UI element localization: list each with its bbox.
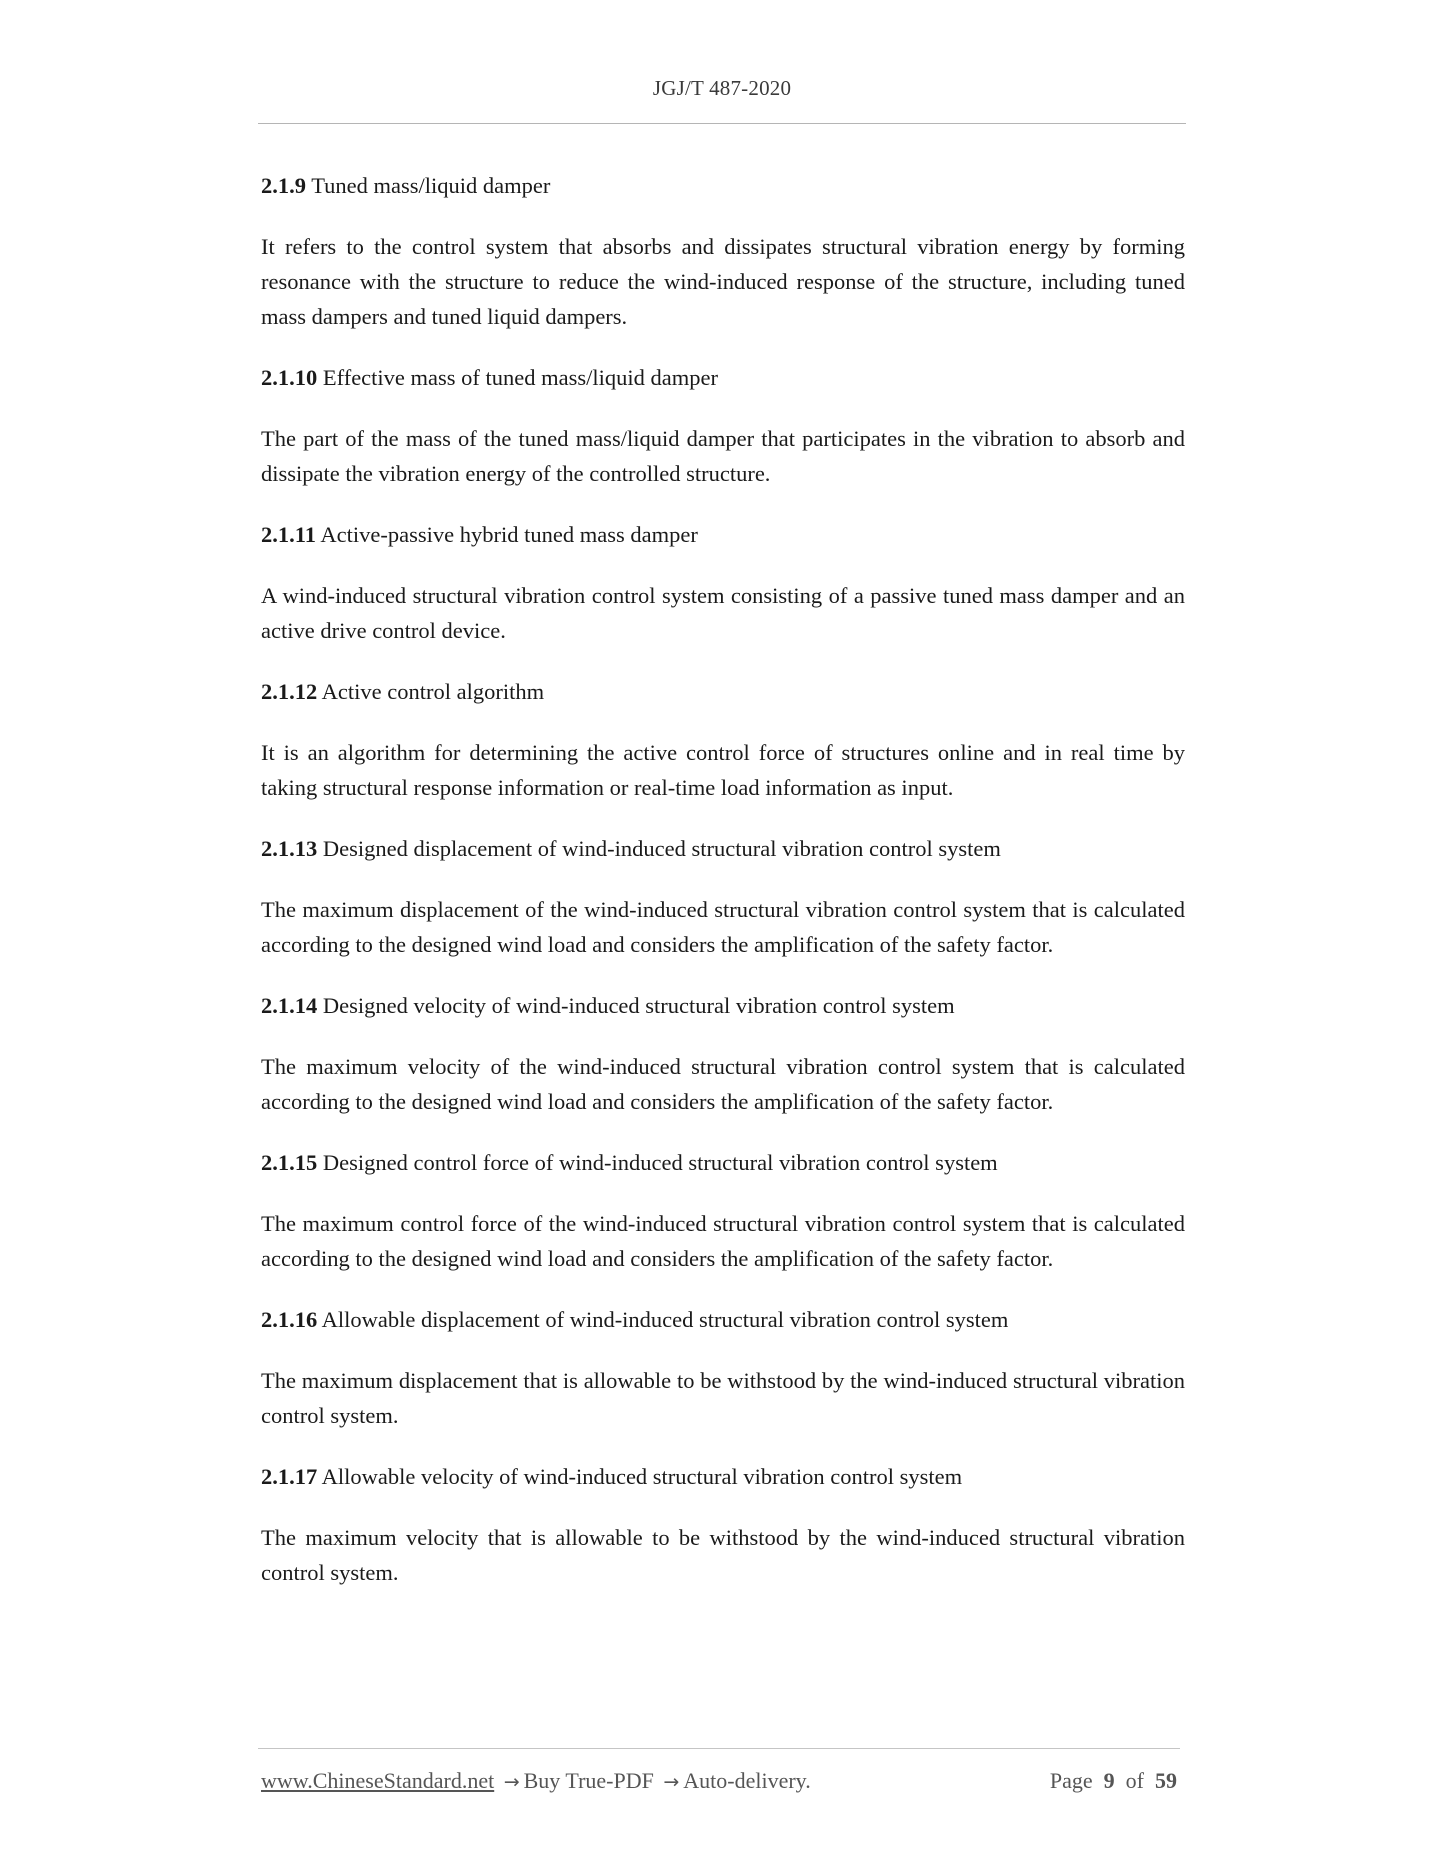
term-title: Designed displacement of wind-induced structural vibration control system [322,836,1001,861]
term-heading-2-1-10 [261,360,1185,395]
term-definition-2-1-13: The maximum displacement of the wind-induced structural vibration control system that is calculated according to the designed wind load and considers the amplification of the safety factor. [261,897,1185,957]
term-number: 2.1.11 [261,522,317,547]
term-title: Allowable displacement of wind-induced structural vibration control system [321,1307,1009,1332]
term-heading-2-1-12 [261,674,1185,709]
term-definition-2-1-11: A wind-induced structural vibration control system consisting of a passive tuned mass damper and an active drive control device. [261,583,1185,643]
header-divider [258,123,1186,124]
term-heading-2-1-15 [261,1145,1185,1180]
term-number: 2.1.15 [261,1150,318,1175]
current-page: 9 [1103,1768,1115,1793]
arrow-right-icon: → [663,1771,680,1793]
term-definition-2-1-17: The maximum velocity that is allowable to be withstood by the wind-induced structural vibration control system. [261,1525,1185,1585]
term-definition-2-1-15: The maximum control force of the wind-induced structural vibration control system that is calculated according to the designed wind load and considers the amplification of the safety factor. [261,1211,1185,1271]
page-indicator [1050,1768,1177,1794]
document-body [261,168,1185,1616]
of-label: of [1125,1768,1144,1793]
term-title: Active-passive hybrid tuned mass damper [320,522,698,547]
term-definition-2-1-14: The maximum velocity of the wind-induced structural vibration control system that is calculated according to the designed wind load and considers the amplification of the safety factor. [261,1054,1185,1114]
term-number: 2.1.13 [261,836,318,861]
total-pages: 59 [1155,1768,1177,1793]
term-number: 2.1.17 [261,1464,318,1489]
term-title: Tuned mass/liquid damper [311,173,551,198]
term-heading-2-1-9 [261,168,1185,203]
term-definition-2-1-12: It is an algorithm for determining the active control force of structures online and in real time by taking structural response information or real-time load information as input. [261,740,1185,800]
term-definition-2-1-16: The maximum displacement that is allowable to be withstood by the wind-induced structural vibration control system. [261,1368,1185,1428]
footer-divider [258,1748,1180,1749]
term-definition-2-1-9: It refers to the control system that absorbs and dissipates structural vibration energy by forming resonance with the structure to reduce the wind-induced response of the structure, including tuned mass dampers and tuned liquid dampers. [261,234,1185,329]
term-title: Designed velocity of wind-induced structural vibration control system [322,993,955,1018]
term-title: Designed control force of wind-induced structural vibration control system [322,1150,998,1175]
term-title: Active control algorithm [321,679,545,704]
term-number: 2.1.9 [261,173,306,198]
site-link[interactable]: www.ChineseStandard.net [261,1768,495,1793]
page-header: JGJ/T 487-2020 [652,76,792,100]
term-heading-2-1-17 [261,1459,1185,1494]
page-label: Page [1049,1768,1093,1793]
buy-text: Buy True-PDF [523,1768,654,1793]
term-heading-2-1-14 [261,988,1185,1023]
term-number: 2.1.16 [261,1307,318,1332]
term-title: Effective mass of tuned mass/liquid damper [322,365,718,390]
delivery-text: Auto-delivery. [683,1768,811,1793]
term-number: 2.1.14 [261,993,318,1018]
arrow-right-icon: → [503,1771,520,1793]
term-title: Allowable velocity of wind-induced structural vibration control system [321,1464,963,1489]
footer-promo [261,1768,811,1794]
term-number: 2.1.12 [261,679,318,704]
term-number: 2.1.10 [261,365,318,390]
term-heading-2-1-16 [261,1302,1185,1337]
term-heading-2-1-13 [261,831,1185,866]
term-heading-2-1-11 [261,517,1185,552]
term-definition-2-1-10: The part of the mass of the tuned mass/liquid damper that participates in the vibration to absorb and dissipate the vibration energy of the controlled structure. [261,426,1185,486]
